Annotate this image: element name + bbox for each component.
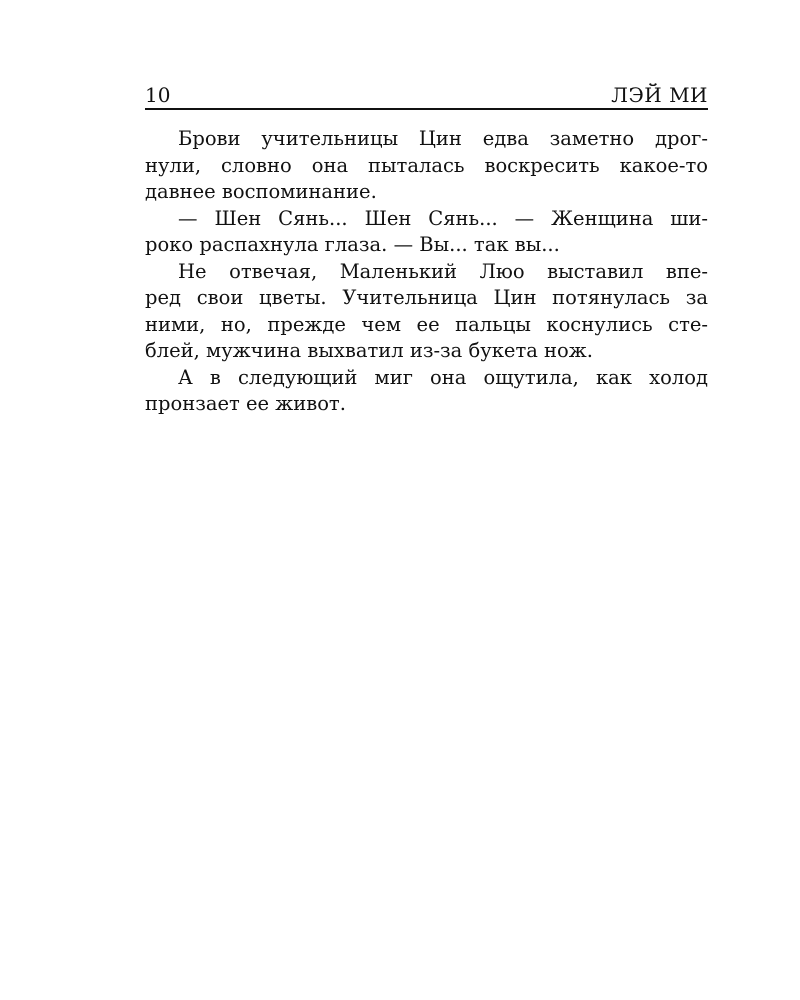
text-line: роко распахнула глаза. — Вы... так вы... bbox=[145, 233, 560, 256]
running-head-author: ЛЭЙ МИ bbox=[611, 83, 708, 107]
page-number: 10 bbox=[145, 83, 171, 107]
text-line: А в следующий миг она ощутила, как холод bbox=[178, 365, 708, 389]
header-rule bbox=[145, 108, 708, 110]
text-line: блей, мужчина выхватил из-за букета нож. bbox=[145, 339, 593, 362]
text-line: давнее воспоминание. bbox=[145, 180, 377, 203]
text-line: нули, словно она пыталась воскресить какое-то bbox=[145, 153, 708, 177]
text-line: Брови учительницы Цин едва заметно дрог- bbox=[178, 127, 708, 150]
text-line: ними, но, прежде чем ее пальцы коснулись сте- bbox=[145, 312, 708, 336]
text-line: пронзает ее живот. bbox=[145, 392, 346, 415]
text-line: Не отвечая, Маленький Люо выставил впе- bbox=[178, 259, 708, 283]
page-header bbox=[145, 82, 708, 108]
text-line: — Шен Сянь... Шен Сянь... — Женщина ши- bbox=[178, 206, 708, 230]
text-line: ред свои цветы. Учительница Цин потянулась за bbox=[145, 286, 708, 309]
body-text bbox=[145, 126, 708, 418]
